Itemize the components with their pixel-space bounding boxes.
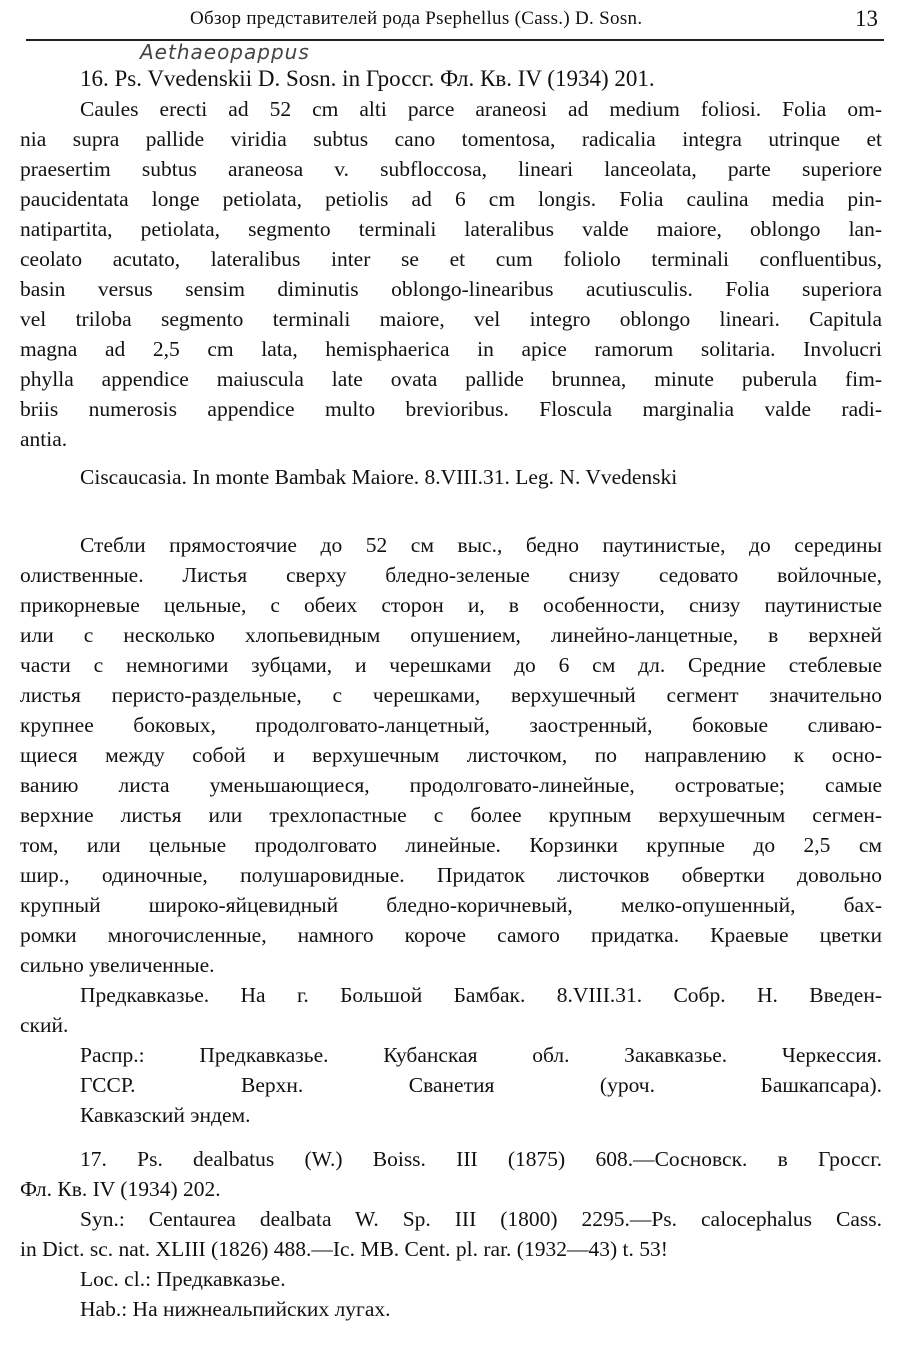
text-line: Распр.: Предкавказье. Кубанская обл. Закавказье. Черкессия. <box>80 1043 882 1067</box>
species-17-section <box>20 1144 882 1324</box>
text-line: олиственные. Листья сверху бледно-зеленые снизу седовато войлочные, <box>20 563 882 587</box>
text-line: Стебли прямостоячие до 52 см выс., бедно паутинистые, до середины <box>80 533 882 557</box>
text-line: antia. <box>20 427 68 451</box>
text-line: ский. <box>20 1013 69 1037</box>
russian-description <box>20 530 882 980</box>
text-line: basin versus sensim diminutis oblongo-linearibus acutiusculis. Folia superiora <box>20 277 882 301</box>
text-line: крупнее боковых, продолговато-ланцетный, заостренный, боковые сливаю- <box>20 713 882 737</box>
text-line: briis numerosis appendice multo brevioribus. Floscula marginalia valde radi- <box>20 397 882 421</box>
page-number: 13 <box>855 6 878 31</box>
latin-description <box>20 94 882 454</box>
text-line: in Dict. sc. nat. XLIII (1826) 488.—Ic. MB. Cent. pl. rar. (1932—43) t. 53! <box>20 1237 668 1261</box>
text-line: ГССР. Верхн. Сванетия (уроч. Башкапсара). <box>80 1073 882 1097</box>
text-line: ромки многочисленные, намного короче самого придатка. Краевые цветки <box>20 923 882 947</box>
text-line: Предкавказье. На г. Большой Бамбак. 8.VIII.31. Собр. Н. Введен- <box>80 983 882 1007</box>
text-line: или с несколько хлопьевидным опушением, линейно-ланцетные, в верхней <box>20 623 882 647</box>
synonyms <box>20 1204 882 1264</box>
species-17-heading <box>20 1144 882 1204</box>
text-line: верхние листья или трехлопастные с более крупным верхушечным сегмен- <box>20 803 882 827</box>
text-line: ceolato acutato, lateralibus inter se et cum foliolo terminali confluentibus, <box>20 247 882 271</box>
text-line: nia supra pallide viridia subtus cano tomentosa, radicalia integra utrinque et <box>20 127 882 151</box>
species-16-heading: 16. Ps. Vvedenskii D. Sosn. in Гроссг. Фл. Кв. IV (1934) 201. <box>80 66 655 91</box>
habitat: Hab.: На нижнеальпийских лугах. <box>80 1297 391 1321</box>
latin-locality: Ciscaucasia. In monte Bambak Maiore. 8.VIII.31. Leg. N. Vvedenski <box>80 465 678 489</box>
text-line: крупный широко-яйцевидный бледно-коричневый, мелко-опушенный, бах- <box>20 893 882 917</box>
text-line: Фл. Кв. IV (1934) 202. <box>20 1177 221 1201</box>
russian-locality <box>20 980 882 1040</box>
text-line: ванию листа уменьшающиеся, продолговато-линейные, островатые; самые <box>20 773 882 797</box>
text-line: phylla appendice maiuscula late ovata pallide brunnea, minute puberula fim- <box>20 367 882 391</box>
text-line: прикорневые цельные, с обеих сторон и, в особенности, снизу паутинистые <box>20 593 882 617</box>
header-title: Обзор представителей рода Psephellus (Cass.) D. Sosn. <box>190 8 643 29</box>
locus-classicus: Loc. cl.: Предкавказье. <box>80 1267 286 1291</box>
text-line: vel triloba segmento terminali maiore, vel integro oblongo lineari. Capitula <box>20 307 882 331</box>
text-line: сильно увеличенные. <box>20 953 215 977</box>
text-line: Syn.: Centaurea dealbata W. Sp. III (1800) 2295.—Ps. calocephalus Cass. <box>80 1207 882 1231</box>
running-header <box>0 6 900 36</box>
russian-section <box>20 530 882 1130</box>
handwritten-annotation: Aethaeopappus <box>140 40 310 64</box>
text-line: natipartita, petiolata, segmento terminali lateralibus valde maiore, oblongo lan- <box>20 217 882 241</box>
distribution <box>20 1040 882 1130</box>
text-line: щиеся между собой и верхушечным листочком, по направлению к осно- <box>20 743 882 767</box>
text-line: том, или цельные продолговато линейные. Корзинки крупные до 2,5 см <box>20 833 882 857</box>
text-line: Кавказский эндем. <box>80 1103 251 1127</box>
text-line: 17. Ps. dealbatus (W.) Boiss. III (1875) 608.—Сосновск. в Гроссг. <box>80 1147 882 1171</box>
text-line: шир., одиночные, полушаровидные. Придаток листочков обвертки довольно <box>20 863 882 887</box>
text-line: листья перисто-раздельные, с черешками, верхушечный сегмент значительно <box>20 683 882 707</box>
text-line: paucidentata longe petiolata, petiolis ad 6 cm longis. Folia caulina media pin- <box>20 187 882 211</box>
text-line: части с немногими зубцами, и черешками до 6 см дл. Средние стеблевые <box>20 653 882 677</box>
text-line: praesertim subtus araneosa v. subfloccosa, lineari lanceolata, parte superiore <box>20 157 882 181</box>
text-line: Caules erecti ad 52 cm alti parce araneosi ad medium foliosi. Folia om- <box>80 97 882 121</box>
text-line: magna ad 2,5 cm lata, hemisphaerica in apice ramorum solitaria. Involucri <box>20 337 882 361</box>
species-16-section <box>20 64 882 492</box>
